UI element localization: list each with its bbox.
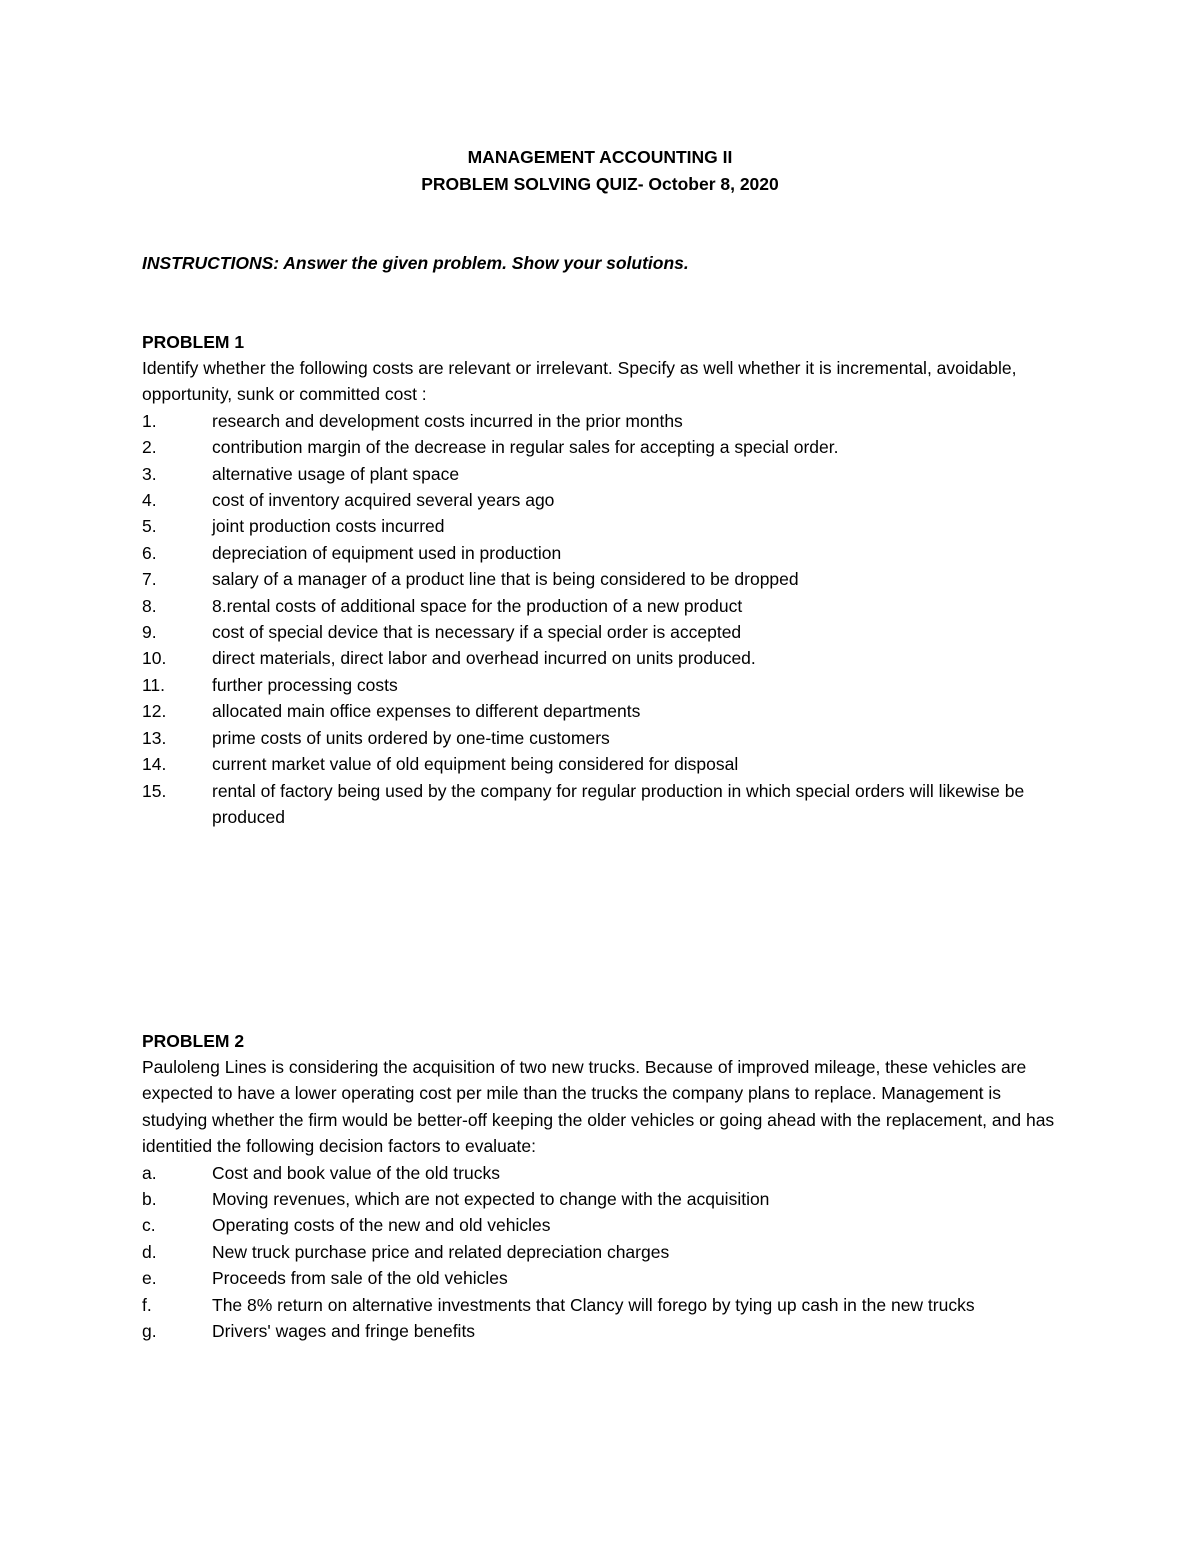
list-marker: 9. xyxy=(142,622,157,643)
list-item-text: 8.rental costs of additional space for the production of a new product xyxy=(212,595,743,616)
list-item-text: The 8% return on alternative investments that Clancy will forego by tying up cash in the new trucks xyxy=(212,1294,975,1315)
list-marker: 1. xyxy=(142,410,157,431)
list-item xyxy=(142,698,1062,724)
list-item-text: depreciation of equipment used in production xyxy=(212,542,562,563)
list-item xyxy=(142,1160,1062,1186)
list-item-text: direct materials, direct labor and overhead incurred on units produced. xyxy=(212,648,756,669)
list-marker: 10. xyxy=(142,648,167,669)
list-item xyxy=(142,672,1062,698)
list-marker: d. xyxy=(142,1241,157,1262)
problem-1-section xyxy=(142,329,1062,830)
list-marker: 11. xyxy=(142,674,166,695)
list-item-text: contribution margin of the decrease in regular sales for accepting a special order. xyxy=(212,437,839,458)
document-subtitle: PROBLEM SOLVING QUIZ- October 8, 2020 xyxy=(421,174,779,194)
list-item-text: alternative usage of plant space xyxy=(212,463,460,484)
list-marker: 13. xyxy=(142,727,167,748)
list-item-text: Proceeds from sale of the old vehicles xyxy=(212,1268,508,1289)
list-item-text: rental of factory being used by the company for regular production in which special orders will likewise be produced xyxy=(212,780,1025,827)
list-item-text: further processing costs xyxy=(212,674,398,695)
list-marker: 15. xyxy=(142,780,167,801)
list-item xyxy=(142,434,1062,460)
problem-1-intro: Identify whether the following costs are relevant or irrelevant. Specify as well whether it is incremental, avoidable, opportunity, sunk or committed cost : xyxy=(142,358,1017,405)
list-item-text: research and development costs incurred in the prior months xyxy=(212,410,683,431)
list-marker: 4. xyxy=(142,490,157,511)
list-item xyxy=(142,566,1062,592)
instructions-text: INSTRUCTIONS: Answer the given problem. Show your solutions. xyxy=(142,253,689,273)
list-item xyxy=(142,778,1062,831)
list-item-text: New truck purchase price and related depreciation charges xyxy=(212,1241,670,1262)
list-marker: b. xyxy=(142,1189,157,1210)
list-item xyxy=(142,725,1062,751)
list-item-text: Drivers' wages and fringe benefits xyxy=(212,1321,476,1342)
list-marker: 7. xyxy=(142,569,157,590)
list-item xyxy=(142,1318,1062,1344)
list-item xyxy=(142,540,1062,566)
list-marker: a. xyxy=(142,1162,157,1183)
problem-2-intro: Pauloleng Lines is considering the acquisition of two new trucks. Because of improved mileage, these vehicles are expected to have a lower operating cost per mile than the trucks the company plans to replace. Management is studying whether the firm would be better-off keeping the older vehicles or going ahead with the replacement, and has identitied the following decision factors to evaluate: xyxy=(142,1057,1055,1157)
list-item-text: prime costs of units ordered by one-time customers xyxy=(212,727,610,748)
list-item xyxy=(142,461,1062,487)
list-marker: 3. xyxy=(142,463,157,484)
list-marker: 8. xyxy=(142,595,157,616)
problem-2-heading: PROBLEM 2 xyxy=(142,1031,245,1051)
list-marker: 6. xyxy=(142,542,157,563)
list-item-text: allocated main office expenses to different departments xyxy=(212,701,641,722)
list-item xyxy=(142,408,1062,434)
problem-2-list xyxy=(142,1160,1062,1345)
list-marker: 5. xyxy=(142,516,157,537)
list-marker: g. xyxy=(142,1321,157,1342)
document-title: MANAGEMENT ACCOUNTING II xyxy=(467,147,733,167)
list-item xyxy=(142,1212,1062,1238)
list-item-text: salary of a manager of a product line that is being considered to be dropped xyxy=(212,569,799,590)
list-marker: 14. xyxy=(142,754,167,775)
list-item xyxy=(142,1186,1062,1212)
list-item xyxy=(142,487,1062,513)
list-item-text: joint production costs incurred xyxy=(212,516,445,537)
list-item xyxy=(142,1239,1062,1265)
list-item xyxy=(142,593,1062,619)
list-item-text: Moving revenues, which are not expected to change with the acquisition xyxy=(212,1189,770,1210)
list-item xyxy=(142,1265,1062,1291)
list-item-text: cost of special device that is necessary if a special order is accepted xyxy=(212,622,742,643)
list-item-text: cost of inventory acquired several years ago xyxy=(212,490,555,511)
list-marker: 2. xyxy=(142,437,157,458)
list-item xyxy=(142,619,1062,645)
problem-1-heading: PROBLEM 1 xyxy=(142,332,245,352)
list-item xyxy=(142,513,1062,539)
problem-2-section xyxy=(142,1028,1062,1344)
list-marker: c. xyxy=(142,1215,156,1236)
list-item-text: Operating costs of the new and old vehicles xyxy=(212,1215,551,1236)
list-item xyxy=(142,751,1062,777)
list-item xyxy=(142,1292,1062,1318)
list-item xyxy=(142,645,1062,671)
list-item-text: current market value of old equipment being considered for disposal xyxy=(212,754,739,775)
list-marker: f. xyxy=(142,1294,152,1315)
list-marker: 12. xyxy=(142,701,167,722)
list-item-text: Cost and book value of the old trucks xyxy=(212,1162,500,1183)
problem-1-list xyxy=(142,408,1062,831)
list-marker: e. xyxy=(142,1268,157,1289)
